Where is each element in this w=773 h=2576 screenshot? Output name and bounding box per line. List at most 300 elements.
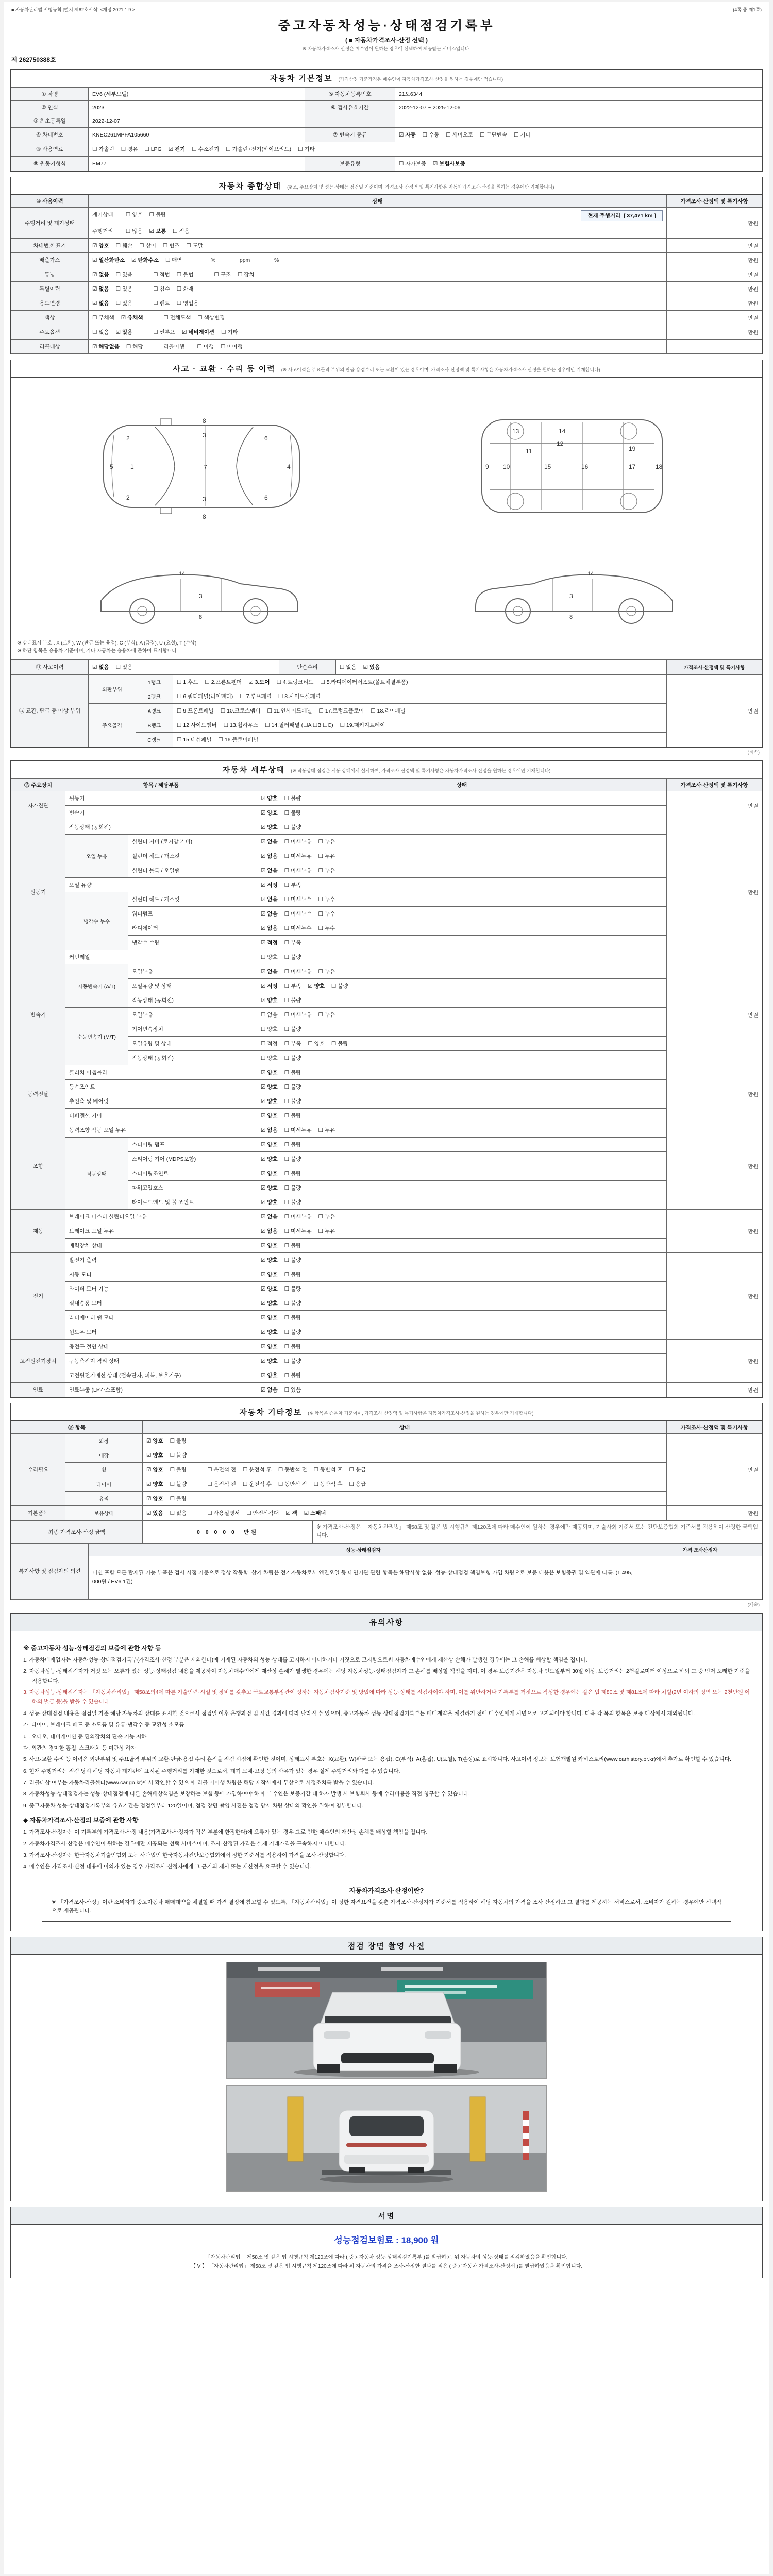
inspection-photo-rear — [226, 2085, 547, 2192]
price-cell: 만원 — [667, 1340, 762, 1383]
row-label: 발전기 출력 — [65, 1253, 257, 1267]
notice-item: 4. 매수인은 가격조사·산정 내용에 이의가 있는 경우 가격조사·산정자에게 그 근거의 제시 또는 재산정을 요구할 수 있습니다. — [23, 1863, 312, 1870]
tire-state-cell — [143, 1477, 667, 1492]
glass-label: 유리 — [65, 1492, 143, 1506]
svg-text:19: 19 — [628, 445, 635, 452]
group-brake: 제동 — [11, 1210, 65, 1253]
table-row — [11, 1008, 762, 1022]
checkbox-option: ☑ 보통 — [149, 228, 166, 234]
table-row — [11, 1354, 762, 1368]
rank2-checks — [173, 689, 667, 704]
price-cell: 만원 — [667, 1434, 762, 1506]
row-checks — [257, 791, 667, 806]
checkbox-option: ☑ 양호 — [261, 824, 278, 831]
checkbox-option: ☑ 있음 — [115, 329, 133, 335]
table-row — [11, 1080, 762, 1094]
document-subnote: ※ 자동차가격조사·산정은 매수인이 원하는 경우에 선택하여 제공받는 서비스입니다. — [302, 46, 471, 52]
signature-section-title — [11, 2207, 762, 2225]
checkbox-option: ☑ 잭 — [285, 1510, 297, 1517]
row-checks — [257, 1210, 667, 1224]
accident-title-note: (※ 사고이력은 주요골격 부위의 판금·용접수리 또는 교환이 있는 경우이며, 가격조사·산정액 및 특기사항은 자동차가격조사·산정을 원하는 경우에만 기재합니다) — [281, 367, 600, 372]
checkbox-option: ☐ 화재 — [176, 286, 194, 292]
checkbox-option: ☑ 양호 — [261, 1286, 278, 1293]
meter-checks — [126, 212, 173, 218]
table-row — [11, 114, 762, 128]
group-selfdiag: 자가진단 — [11, 791, 65, 820]
vehicle-name-value: EV6 (세부모델) — [89, 88, 305, 101]
recall-done-checks — [197, 344, 249, 350]
checkbox-option: ☐ 사용설명서 — [207, 1510, 240, 1517]
emission-checks — [92, 257, 189, 263]
checkbox-option: ☐ 기타 — [221, 329, 238, 335]
glass-checks — [143, 1492, 667, 1506]
table-row — [11, 157, 762, 171]
document-title: 중고자동차성능·상태점검기록부 — [278, 19, 495, 33]
checkbox-option: ☑ 양호 — [92, 243, 109, 249]
odometer-label: 주행거리 및 계기상태 — [11, 208, 89, 239]
checkbox-option: ☐ 동반석 전 — [278, 1467, 307, 1473]
section-detail-condition — [10, 760, 763, 1398]
checkbox-option: ☐ 동반석 후 — [313, 1467, 343, 1473]
exterior-label: 외장 — [65, 1434, 143, 1448]
svg-text:8: 8 — [198, 614, 202, 620]
rankB-checks — [173, 718, 667, 733]
svg-text:17: 17 — [628, 463, 635, 470]
checkbox-option: ☐ 14.필러패널 (☐A ☐B ☐C) — [265, 722, 333, 729]
price-cell: 만원 — [667, 296, 762, 311]
table-row — [11, 128, 762, 142]
row-checks — [257, 1340, 667, 1354]
row-label: 브레이크 오일 누유 — [65, 1224, 257, 1239]
svg-text:14: 14 — [558, 428, 565, 435]
price-cell: 만원 — [667, 267, 762, 282]
price-cell: 만원 — [667, 208, 762, 239]
checkbox-option: ☐ 부족 — [284, 940, 301, 946]
checkbox-option: ☐ 누유 — [318, 853, 335, 860]
row-label: 원동기 — [65, 791, 257, 806]
checkbox-option: ☐ 18.리어패널 — [371, 708, 406, 715]
row-label: 작동상태 (공회전) — [128, 993, 257, 1008]
reg-no-value: 21도6344 — [395, 88, 762, 101]
row-checks — [257, 806, 667, 820]
recall-checks — [92, 344, 150, 350]
checkbox-option: ☑ 양호 — [261, 1315, 278, 1321]
etc-title-text: 자동차 기타정보 — [239, 1408, 303, 1417]
warranty-checks — [395, 157, 762, 171]
notice-item: 9. 중고자동차 성능·상태점검기록부의 유효기간은 점검일부터 120일이며, 점검 장면 촬영 사진은 점검 당시 차량 상태의 확인을 위하여 첨부합니다. — [23, 1802, 364, 1809]
checkbox-option: ☑ 양호 — [261, 1084, 278, 1091]
document-subtitle: ( ■ 자동차가격조사·산정 선택 ) — [345, 37, 428, 44]
checkbox-option: ☐ 장치 — [237, 272, 255, 278]
price-cell: 만원 — [667, 964, 762, 1065]
checkbox-option: ☐ 15.대쉬패널 — [177, 737, 212, 743]
document-page — [4, 2, 769, 2574]
checkbox-option: ☐ 변조 — [162, 243, 180, 249]
remark-inspector-header: 성능·상태점검자 — [89, 1543, 638, 1556]
checkbox-option: ☐ 불량 — [284, 1142, 301, 1148]
car-diagram-area — [11, 378, 762, 637]
checkbox-option: ☐ 침수 — [153, 286, 170, 292]
car-diagram-left-side-view — [57, 547, 346, 634]
overall-condition-table — [11, 195, 762, 354]
notices-section-title — [11, 1614, 762, 1631]
table-row — [11, 142, 762, 157]
row-label: 스티어링조인트 — [128, 1166, 257, 1181]
checkbox-option: ☐ 불량 — [170, 1452, 187, 1459]
row-checks — [257, 907, 667, 921]
checkbox-option: ☐ 미세누유 — [284, 839, 312, 845]
svg-text:12: 12 — [556, 440, 563, 447]
checkbox-option: ☑ 없음 — [261, 1127, 278, 1134]
checkbox-option: ☐ 전체도색 — [163, 315, 191, 321]
row-checks — [257, 1267, 667, 1282]
row-checks — [257, 1239, 667, 1253]
checkbox-option: ☐ 불량 — [284, 1156, 301, 1163]
row-label: 오일유량 및 상태 — [128, 979, 257, 993]
recall-cell — [89, 340, 667, 354]
row-checks — [257, 921, 667, 936]
vehicle-name-label: ① 차명 — [11, 88, 89, 101]
emission-label: 배출가스 — [11, 253, 89, 267]
checkbox-option: ☐ 이행 — [197, 344, 214, 350]
checkbox-option: ☑ 양호 — [146, 1496, 163, 1502]
row-label: 실린더 헤드 / 개스킷 — [128, 849, 257, 863]
checkbox-option: ☐ 불량 — [284, 810, 301, 817]
checkbox-option: ☑ 양호 — [261, 1070, 278, 1076]
vin-mark-checks — [89, 239, 667, 253]
table-row — [11, 1506, 762, 1520]
row-label: 라디에이터 팬 모터 — [65, 1311, 257, 1325]
mileage-value: 37,471 km — [627, 213, 653, 219]
row-checks — [257, 1138, 667, 1152]
checkbox-option: ☑ 유채색 — [121, 315, 143, 321]
table-row — [11, 1253, 762, 1267]
group-engine: 원동기 — [11, 820, 65, 964]
table-row — [11, 296, 762, 311]
row-checks — [257, 1368, 667, 1383]
checkbox-option: ☐ 누유 — [318, 868, 335, 874]
checkbox-option: ☐ 누유 — [318, 1127, 335, 1134]
checkbox-option: ☑ 양호 — [261, 1171, 278, 1177]
table-row — [11, 1123, 762, 1138]
rankA-checks — [173, 704, 667, 718]
overall-title-text: 자동차 종합상태 — [219, 182, 282, 191]
checkbox-option: ☐ 불량 — [284, 1329, 301, 1336]
row-checks — [257, 993, 667, 1008]
table-row — [11, 267, 762, 282]
final-price-table — [11, 1520, 762, 1543]
svg-text:1: 1 — [130, 463, 134, 470]
confirmation-line-1: 「자동차관리법」 제58조 및 같은 법 시행규칙 제120조에 따라 ( 중고자동차 성능·상태점검기록부 )를 발급하고, 위 자동차의 성능·상태를 점검하였음을 확인합니다. — [205, 2255, 568, 2261]
notice-item: 1. 가격조사·산정자는 이 기록부의 가격조사·산정 내용(가격조사·산정자가 적은 부분에 한정한다)에 오류가 있는 경우 그로 인한 매수인의 재산상 손해를 배상할 책임을 집니다. — [23, 1829, 428, 1836]
table-header-row — [11, 195, 762, 208]
rank1-label: 1랭크 — [136, 675, 173, 689]
checkbox-option: ☐ 부족 — [284, 983, 301, 990]
table-row — [11, 1282, 762, 1296]
table-row — [11, 224, 762, 239]
notice-item: 7. 리콜대상 여부는 자동차리콜센터(www.car.go.kr)에서 확인할 수 있으며, 리콜 미이행 차량은 해당 제작사에서 무상으로 시정조치를 받을 수 있습니다. — [23, 1780, 375, 1786]
row-label: 추진축 및 베어링 — [65, 1094, 257, 1109]
checkbox-option: ☐ 불량 — [284, 1315, 301, 1321]
checkbox-option: ☑ 양호 — [261, 1257, 278, 1264]
checkbox-option: ☐ 훼손 — [115, 243, 133, 249]
rank2-label: 2랭크 — [136, 689, 173, 704]
checkbox-option: ☐ 누유 — [318, 969, 335, 975]
table-row — [11, 1311, 762, 1325]
price-cell: 만원 — [667, 253, 762, 267]
have-checks — [146, 1510, 193, 1516]
checkbox-option: ☐ 불량 — [284, 1257, 301, 1264]
checkbox-option: ☐ 누유 — [318, 1012, 335, 1019]
row-label: 구동축전지 격리 상태 — [65, 1354, 257, 1368]
checkbox-option: ☑ 양호 — [261, 1243, 278, 1249]
table-row — [11, 704, 762, 718]
table-row — [11, 101, 762, 114]
table-row — [11, 1065, 762, 1080]
special-checks — [92, 286, 139, 292]
final-price-digits: 0 0 0 0 0 — [196, 1529, 237, 1535]
row-checks — [257, 1325, 667, 1340]
notices-list-2 — [23, 1827, 750, 1872]
row-checks — [257, 1051, 667, 1065]
detail-title-text: 자동차 세부상태 — [222, 766, 285, 775]
table-row — [11, 1477, 762, 1492]
checkbox-option: ☐ 수소전기 — [192, 146, 220, 152]
row-checks — [257, 1109, 667, 1123]
checkbox-option: ☐ 9.프론트패널 — [177, 708, 214, 715]
checkbox-option: ☐ 11.인사이드패널 — [267, 708, 312, 715]
checkbox-option: ☐ 19.패키지트레이 — [340, 722, 385, 729]
table-header-row — [11, 779, 762, 791]
rankC-label: C랭크 — [136, 733, 173, 747]
overall-section-title — [11, 177, 762, 195]
table-row — [11, 892, 762, 907]
checkbox-option: ☐ 불량 — [284, 1272, 301, 1278]
price-cell: 만원 — [667, 239, 762, 253]
checkbox-option: ☑ 없음 — [261, 1228, 278, 1235]
checkbox-option: ☐ 양호 — [261, 1055, 278, 1062]
row-label: 기어변속장치 — [128, 1022, 257, 1037]
row-checks — [257, 878, 667, 892]
svg-text:11: 11 — [525, 448, 532, 455]
svg-text:14: 14 — [587, 571, 594, 577]
checkbox-option: ☑ 양호 — [146, 1481, 163, 1488]
accident-history-table — [11, 659, 762, 674]
have-state-label: 보유상태 — [65, 1506, 143, 1520]
checkbox-option: ☑ 있음 — [146, 1510, 163, 1517]
exterior-checks — [143, 1434, 667, 1448]
final-price-value — [143, 1521, 313, 1543]
etc-info-table — [11, 1421, 762, 1520]
emission-state-cell — [89, 253, 667, 267]
table-row — [11, 282, 762, 296]
checkbox-option: ☐ 1.후드 — [177, 679, 198, 686]
checkbox-option: ☐ 미세누유 — [284, 1214, 312, 1221]
photo-rear-illustration — [227, 2086, 546, 2191]
table-row — [11, 311, 762, 325]
outer-panel-label: 외판부위 — [89, 675, 136, 704]
checkbox-option: ☑ 양호 — [261, 1185, 278, 1192]
checkbox-option: ☐ 불량 — [284, 1171, 301, 1177]
svg-text:7: 7 — [203, 464, 207, 471]
confirmation-line-2: 【 V 】 「자동차관리법」 제58조 및 같은 법 시행규칙 제120조에 따라 위 자동차의 가격을 조사·산정한 결과를 적은 ( 중고자동차 가격조사·산정서 )를 발급하였음을 확인합니다. — [190, 2264, 583, 2270]
diagram-legend — [11, 637, 762, 659]
checkbox-option: ☐ 해당 — [126, 344, 143, 350]
table-row — [11, 1340, 762, 1354]
checkbox-option: ☐ 무채색 — [92, 315, 114, 321]
notice-item: 1. 자동차매매업자는 자동차성능·상태점검기록부(가격조사·산정 부분은 제외한다)에 기재된 자동차의 성능·상태를 고지하지 아니하거나 거짓으로 고지함으로써 자동차매수인에게 재산상 손해가 발생한 경우에는 그 손해를 배상할 책임을 집니다. — [23, 1656, 587, 1663]
basic-title-text: 자동차 기본정보 — [270, 74, 333, 83]
checkbox-option: ☐ 운전석 후 — [243, 1467, 272, 1473]
checkbox-option: ☐ 누수 — [318, 911, 335, 918]
checkbox-option: ☐ 양호 — [308, 1041, 325, 1047]
checkbox-option: ☑ 없음 — [261, 1387, 278, 1394]
repair-needed-label: 수리필요 — [11, 1434, 65, 1506]
checkbox-option: ☐ 누수 — [318, 896, 335, 903]
checkbox-option: ☐ 미세누유 — [284, 969, 312, 975]
checkbox-option: ☐ 도말 — [186, 243, 204, 249]
checkbox-option: ☐ 6.쿼터패널(리어펜더) — [177, 693, 233, 700]
checkbox-option: ☑ 양호 — [261, 810, 278, 817]
section-basic-info — [10, 69, 763, 172]
checkbox-option: ☑ 양호 — [146, 1467, 163, 1473]
mileage-label: 현재 주행거리 — [587, 213, 621, 219]
accident-price-header: 가격조사·산정액 및 특기사항 — [667, 660, 762, 674]
table-row — [11, 325, 762, 340]
detail-title-note: (※ 작동상태 점검은 시동 상태에서 실시하며, 가격조사·산정액 및 특기사항은 자동차가격조사·산정을 원하는 경우에만 기재합니다) — [291, 768, 551, 774]
svg-text:3: 3 — [198, 592, 203, 600]
have-state-cell — [143, 1506, 667, 1520]
price-cell: 만원 — [667, 675, 762, 747]
checkbox-option: ☐ 불량 — [284, 1300, 301, 1307]
tire-checks — [146, 1481, 193, 1487]
row-checks — [257, 1152, 667, 1166]
checkbox-option: ☑ 없음 — [261, 839, 278, 845]
sub-mt: 수동변속기 (M/T) — [65, 1008, 128, 1065]
checkbox-option: ☐ 없음 — [261, 1012, 278, 1019]
price-cell: 만원 — [667, 820, 762, 964]
row-label: 변속기 — [65, 806, 257, 820]
checkbox-option: ☐ 불량 — [149, 212, 166, 218]
checkbox-option: ☐ 운전석 전 — [207, 1481, 237, 1488]
row-checks — [257, 1037, 667, 1051]
svg-text:3: 3 — [569, 592, 573, 600]
price-cell: 만원 — [667, 311, 762, 325]
notice-item: 6. 현재 주행거리는 점검 당시 해당 자동차 계기판에 표시된 주행거리를 기재한 것으로서, 계기 교체·고장 등의 사유가 있는 경우 실제 주행거리와 다를 수 있습니다. — [23, 1768, 400, 1774]
checkbox-option: ☐ 불량 — [284, 1358, 301, 1365]
row-label: 배력장치 상태 — [65, 1239, 257, 1253]
checkbox-option: ☑ 적정 — [261, 940, 278, 946]
tuning-legal-checks — [153, 270, 200, 279]
checkbox-option: ☐ 누수 — [318, 925, 335, 932]
checkbox-option: ☐ 불량 — [331, 1041, 348, 1047]
checkbox-option: ☐ 무단변속 — [480, 132, 508, 138]
form-reference: ■ 자동차관리법 시행규칙 [별지 제82호서식] <개정 2021.1.9.> — [11, 7, 135, 12]
price-cell: 만원 — [667, 1210, 762, 1253]
group-fuel: 연료 — [11, 1383, 65, 1397]
final-price-note: ※ 가격조사·산정은 「자동차관리법」 제58조 및 같은 법 시행규칙 제120조에 따라 매수인이 원하는 경우에만 제공되며, 기술사회 기준서 또는 진단보증협회 기준서를 적용하여 산정한 금액입니다. — [313, 1521, 762, 1543]
wheel-label: 휠 — [65, 1463, 143, 1477]
notice-item: 나. 오디오, 내비게이션 등 편의장치의 단순 기능 저하 — [23, 1733, 147, 1740]
model-year-label: ② 연식 — [11, 101, 89, 114]
row-label: 작동상태 (공회전) — [128, 1051, 257, 1065]
checkbox-option: ☐ 경유 — [121, 146, 138, 152]
first-reg-value: 2022-12-07 — [89, 114, 305, 128]
checkbox-option: ☑ 없음 — [261, 896, 278, 903]
table-row — [11, 1138, 762, 1152]
rank1-checks — [173, 675, 667, 689]
accident-history-checks — [89, 660, 279, 674]
table-row — [11, 835, 762, 849]
checkbox-option: ☐ 양호 — [125, 212, 143, 218]
page-marker: (4쪽 중 제1쪽) — [733, 7, 762, 12]
distance-state-cell — [89, 224, 667, 239]
table-row — [11, 1094, 762, 1109]
overall-title-note: (※조, 주요장치 및 성능·상태는 점검일 기준이며, 가격조사·산정액 및 특기사항은 자동차가격조사·산정을 원하는 경우에만 기재합니다) — [287, 184, 554, 190]
checkbox-option: ☑ 없음 — [92, 300, 109, 307]
row-label: 브레이크 마스터 실린더오일 누유 — [65, 1210, 257, 1224]
checkbox-option: ☐ 10.크로스멤버 — [220, 708, 261, 715]
checkbox-option: ☑ 양호 — [261, 1358, 278, 1365]
price-cell: 만원 — [667, 282, 762, 296]
price-cell: 만원 — [667, 1253, 762, 1340]
engine-type-label: ⑨ 원동기형식 — [11, 157, 89, 171]
checkbox-option: ☑ 적정 — [261, 983, 278, 990]
checkbox-option: ☐ 없음 — [340, 664, 357, 671]
checkbox-option: ☐ 있음 — [115, 286, 133, 292]
notices-heading-1: ※ 중고자동차 성능·상태점검의 보증에 관한 사항 등 — [23, 1644, 161, 1652]
etc-title-note: (※ 항목은 승용차 기준이며, 가격조사·산정액 및 특기사항은 자동차가격조사·산정을 원하는 경우에만 기재합니다) — [308, 1411, 534, 1416]
row-checks — [257, 1080, 667, 1094]
row-label: 클러치 어셈블리 — [65, 1065, 257, 1080]
color-state-checks — [163, 313, 231, 322]
row-checks — [257, 1094, 667, 1109]
checkbox-option: ☑ 양호 — [261, 1372, 278, 1379]
col-usage-history: ⑩ 사용이력 — [11, 195, 89, 208]
notice-item: 8. 자동차성능·상태점검자는 성능·상태점검에 따른 손해배상책임을 보장하는 보험 등에 가입하여야 하며, 매수인은 보증기간 내 하자 발생 시 보험회사 등에 수리비용을 직접 청구할 수 있습니다. — [23, 1791, 470, 1798]
checkbox-option: ☐ 자가보증 — [399, 161, 426, 167]
use-change-checks — [92, 300, 139, 307]
premium-label: 성능점검보험료 : — [334, 2235, 399, 2246]
row-label: 실내송풍 모터 — [65, 1296, 257, 1311]
checkbox-option: ☑ 없음 — [92, 286, 109, 292]
checkbox-option: ☐ 16.플로어패널 — [218, 737, 259, 743]
title-block — [10, 14, 763, 53]
checkbox-option: ☑ 탄화수소 — [131, 257, 159, 263]
checkbox-option: ☐ 구조 — [214, 272, 231, 278]
table-row — [11, 1224, 762, 1239]
col-item: ⑭ 항목 — [11, 1421, 143, 1434]
remark-table — [11, 1543, 762, 1600]
checkbox-option: ☐ 부족 — [284, 1041, 301, 1047]
interior-checks — [143, 1448, 667, 1463]
section-etc-info — [10, 1403, 763, 1600]
checkbox-option: ☐ 기타 — [514, 132, 531, 138]
row-label: 실린더 커버 (로커암 커버) — [128, 835, 257, 849]
checkbox-option: ☑ 자동 — [399, 132, 416, 138]
checkbox-option: ☐ 미세누유 — [284, 1012, 312, 1019]
tuning-state-cell — [89, 267, 667, 282]
price-appraisal-info-box — [42, 1880, 731, 1922]
checkbox-option: ☑ 양호 — [261, 1199, 278, 1206]
checkbox-option: ☑ 없음 — [261, 1214, 278, 1221]
table-row — [11, 1109, 762, 1123]
basic-info-table — [11, 87, 762, 171]
checkbox-option: ☐ 없음 — [92, 329, 109, 335]
color-label: 색상 — [11, 311, 89, 325]
checkbox-option: ☑ 양호 — [261, 1344, 278, 1350]
table-row — [11, 675, 762, 689]
